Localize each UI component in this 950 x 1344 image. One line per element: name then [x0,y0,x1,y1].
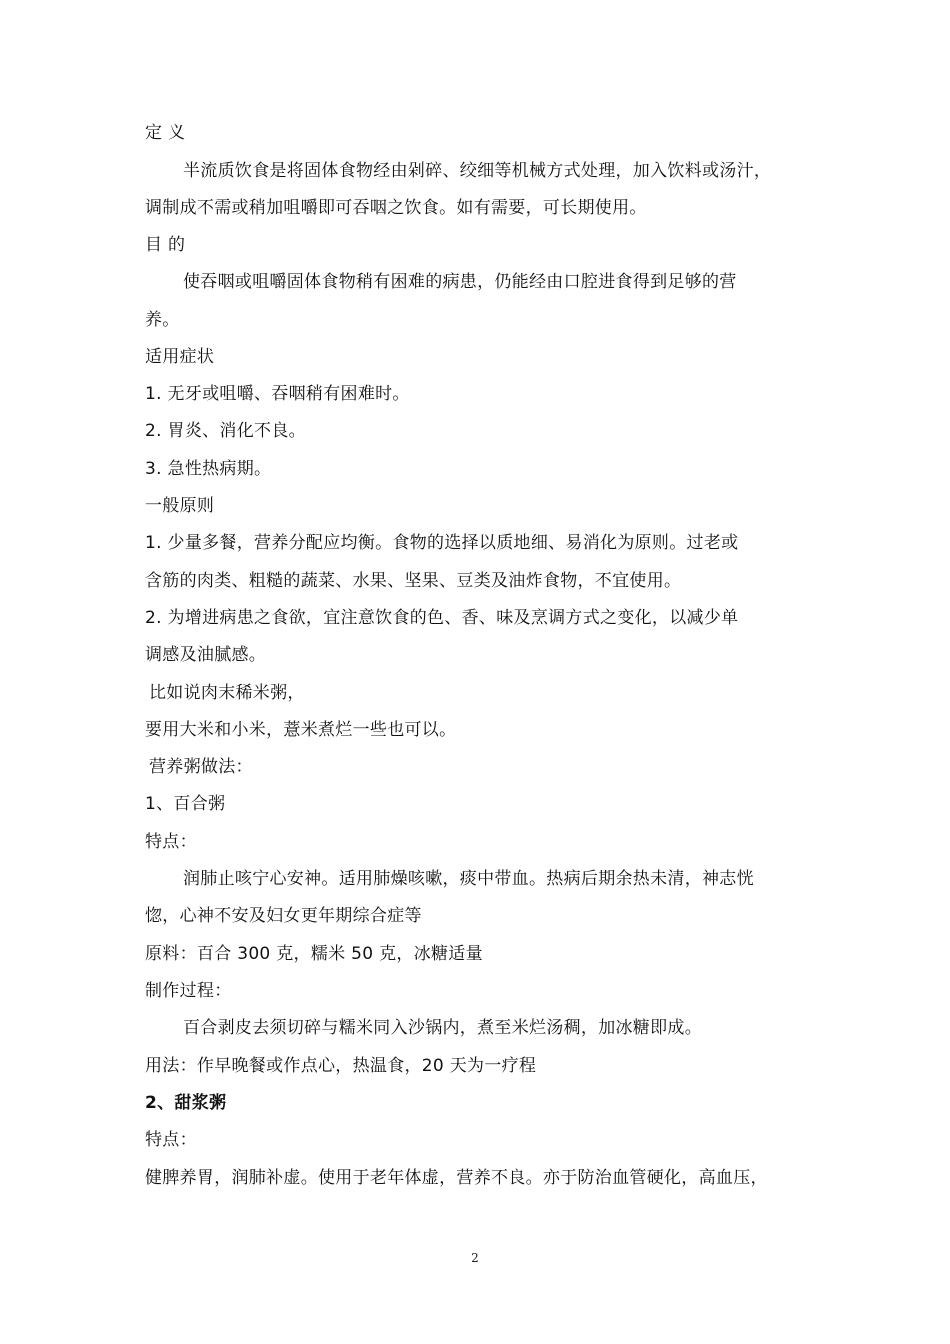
recipe-label: 制作过程： [145,981,232,1001]
recipe-title: 2、甜浆粥 [145,1093,227,1113]
list-item: 2. 胃炎、消化不良。 [145,421,306,441]
list-item: 2. 为增进病患之食欲，宜注意饮食的色、香、味及烹调方式之变化，以减少单 [145,608,739,628]
paragraph-line: 半流质饮食是将固体食物经由剁碎、绞细等机械方式处理，加入饮料或汤汁， [183,161,772,181]
heading-porridge-recipes: 营养粥做法： [149,757,253,777]
paragraph-line: 百合剥皮去须切碎与糯米同入沙锅内，煮至米烂汤稠，加冰糖即成。 [183,1018,702,1038]
paragraph-line: 调感及油腻感。 [145,645,267,665]
recipe-title: 1、百合粥 [145,794,226,814]
recipe-usage: 用法：作早晚餐或作点心，热温食，20 天为一疗程 [145,1056,537,1076]
heading-principles: 一般原则 [145,496,215,516]
recipe-label: 特点： [145,1130,197,1150]
list-item: 1. 无牙或咀嚼、吞咽稍有困难时。 [145,384,410,404]
list-item: 1. 少量多餐，营养分配应均衡。食物的选择以质地细、易消化为原则。过老或 [145,533,739,553]
recipe-ingredients: 原料：百合 300 克，糯米 50 克，冰糖适量 [145,944,483,964]
paragraph-line: 调制成不需或稍加咀嚼即可吞咽之饮食。如有需要，可长期使用。 [145,198,647,218]
heading-definition: 定 义 [145,123,186,143]
paragraph-line: 比如说肉末稀米粥， [149,683,305,703]
paragraph-line: 养。 [145,310,180,330]
recipe-label: 特点： [145,832,197,852]
paragraph-line: 使吞咽或咀嚼固体食物稍有困难的病患，仍能经由口腔进食得到足够的营 [183,272,737,292]
paragraph-line: 惚，心神不安及妇女更年期综合症等 [145,906,422,926]
list-item: 3. 急性热病期。 [145,459,272,479]
paragraph-line: 健脾养胃，润肺补虚。使用于老年体虚，营养不良。亦于防治血管硬化，高血压， [145,1168,768,1188]
paragraph-line: 要用大米和小米，薏米煮烂一些也可以。 [145,720,457,740]
paragraph-line: 润肺止咳宁心安神。适用肺燥咳嗽，痰中带血。热病后期余热未清，神志恍 [183,869,754,889]
paragraph-line: 含筋的肉类、粗糙的蔬菜、水果、坚果、豆类及油炸食物，不宜使用。 [145,571,682,591]
page-number: 2 [471,1251,479,1265]
heading-purpose: 目 的 [145,235,186,255]
heading-indications: 适用症状 [145,347,215,367]
